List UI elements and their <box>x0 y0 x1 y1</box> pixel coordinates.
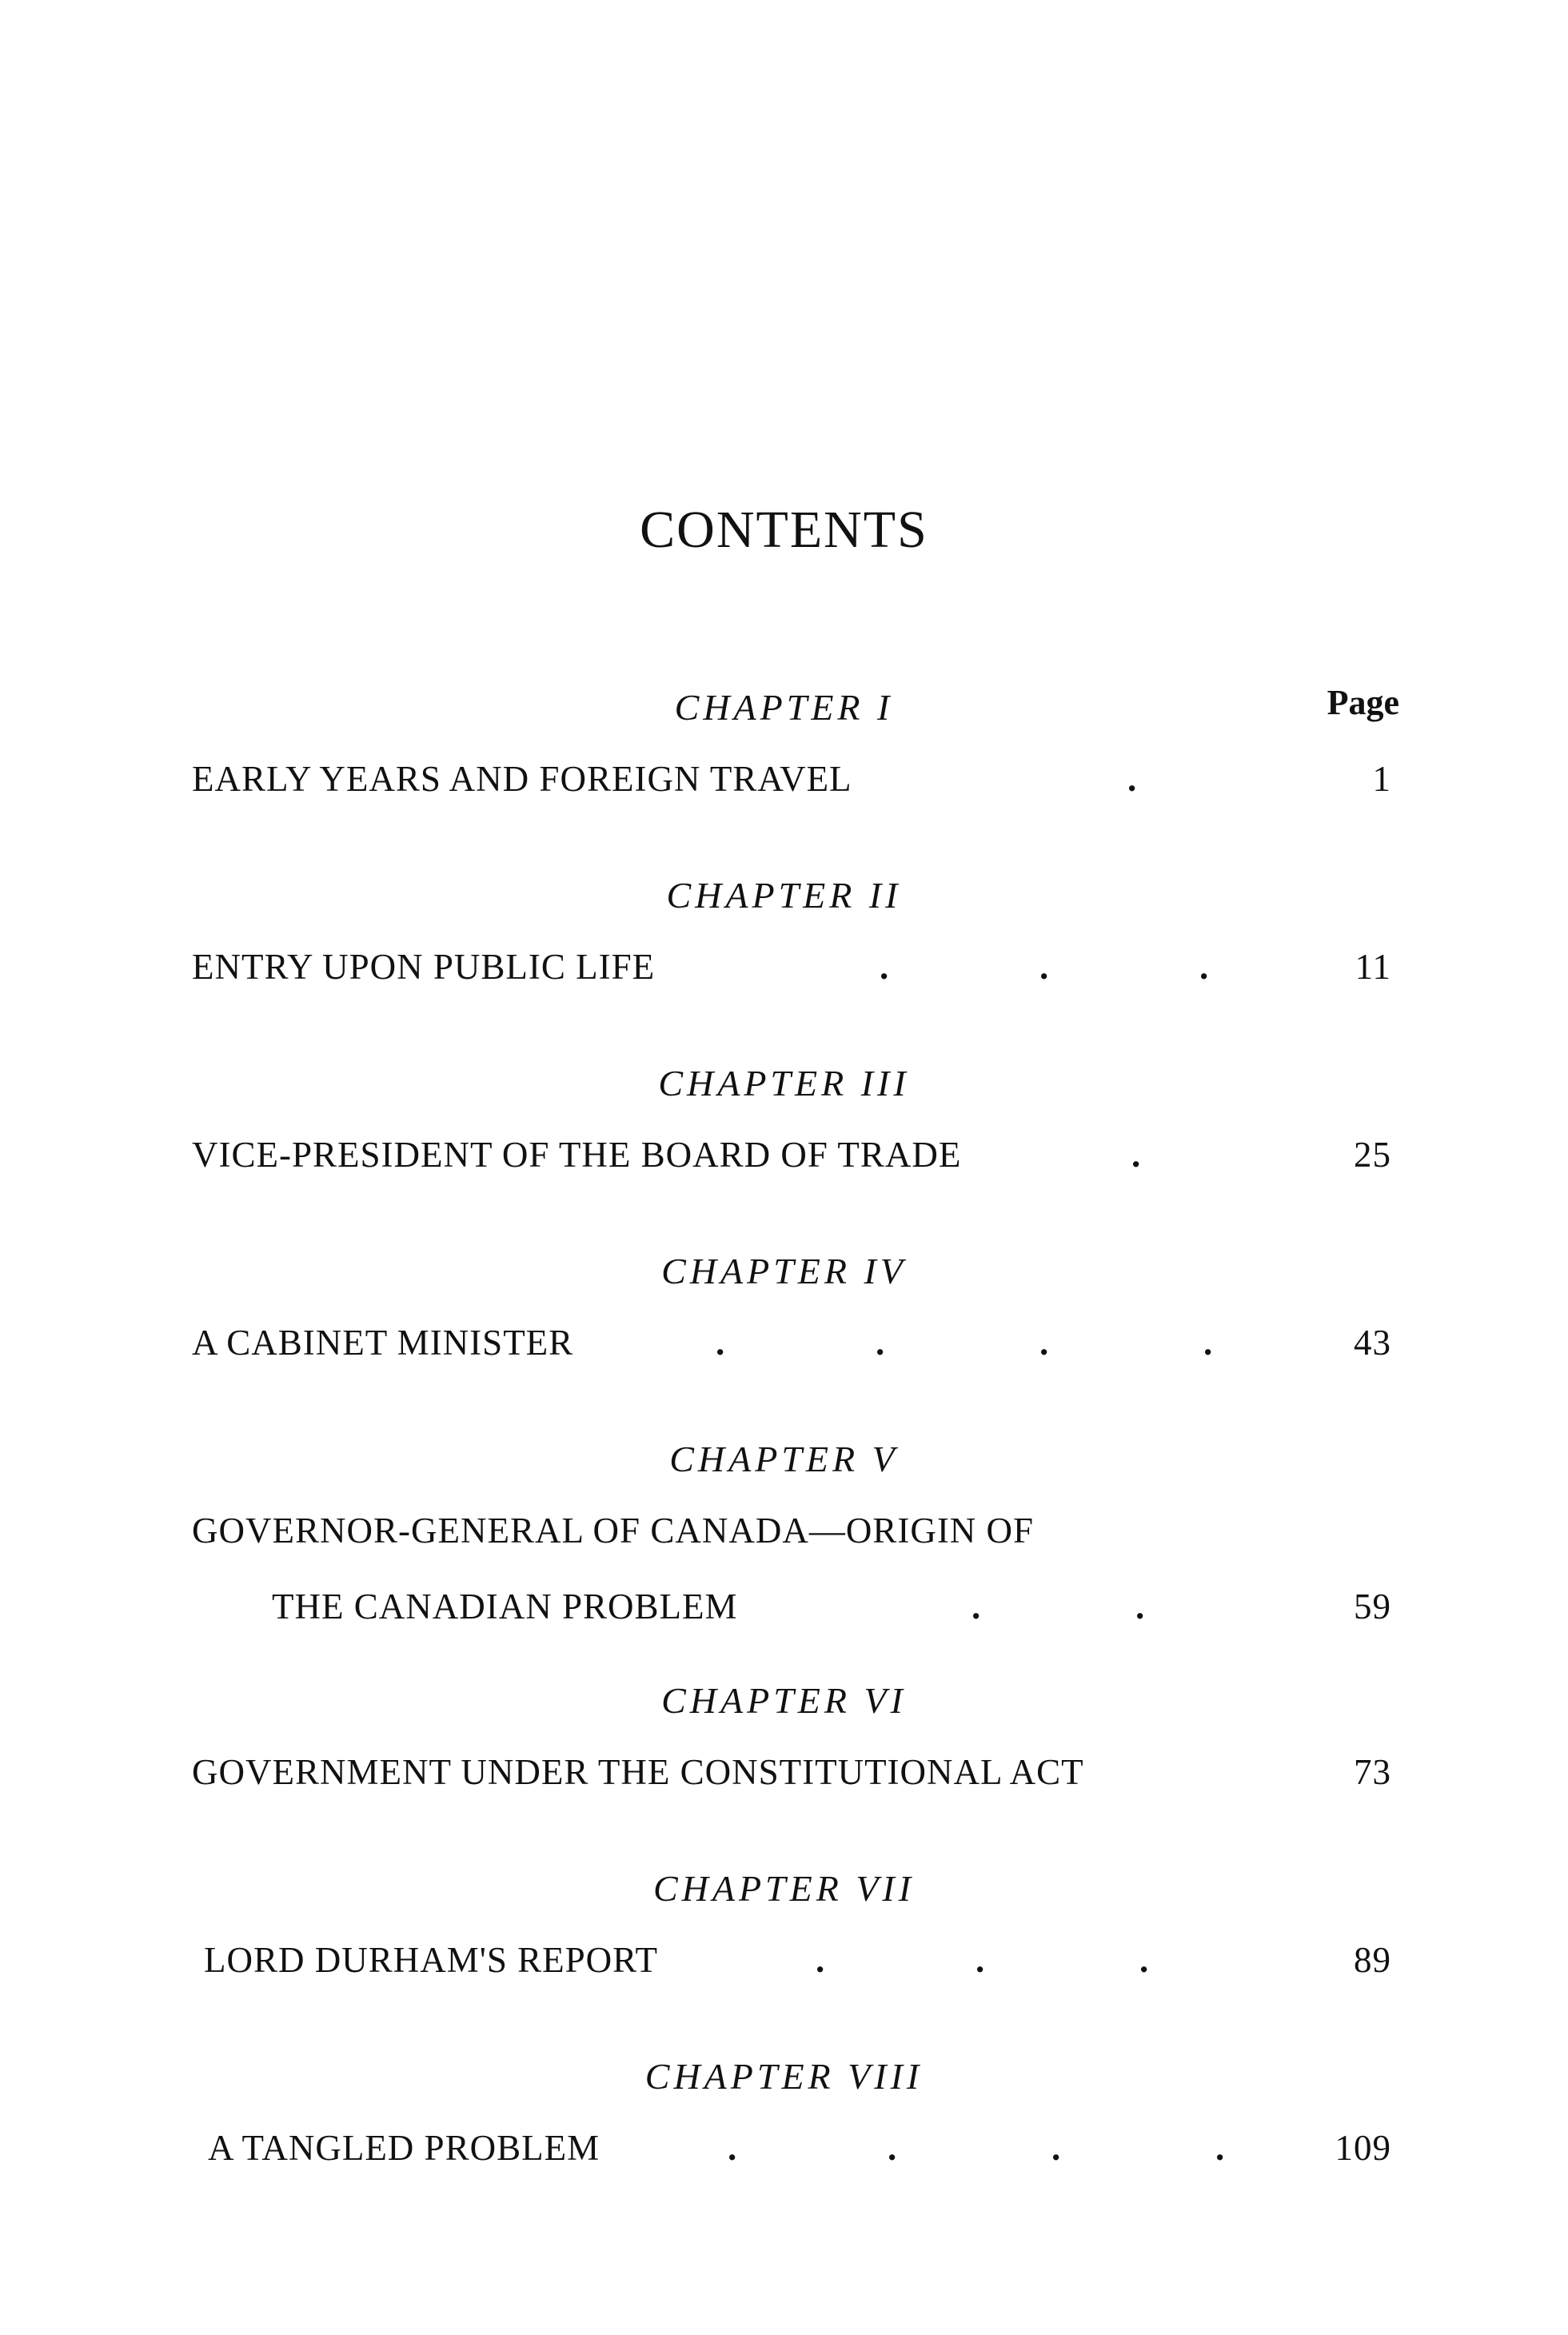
leader-dot: . <box>876 1323 886 1363</box>
chapter-title: GOVERNOR-GENERAL OF CANADA—ORIGIN OF <box>192 1511 1035 1551</box>
leader-dot: . <box>1139 1940 1150 1980</box>
page-column-label: Page <box>1327 683 1399 722</box>
page-number: 59 <box>1354 1587 1391 1627</box>
chapter-heading: CHAPTER VI <box>661 1680 907 1721</box>
chapter-title: EARLY YEARS AND FOREIGN TRAVEL <box>192 759 852 799</box>
chapter-title: A TANGLED PROBLEM <box>208 2128 600 2168</box>
chapter-title: ENTRY UPON PUBLIC LIFE <box>192 947 656 987</box>
chapter-heading: CHAPTER IV <box>661 1251 907 1291</box>
chapter-title: A CABINET MINISTER <box>192 1323 574 1363</box>
leader-dot: . <box>1039 947 1050 987</box>
leader-dot: . <box>1215 2128 1226 2168</box>
page-number: 25 <box>1354 1135 1391 1175</box>
leader-dot: . <box>972 1587 982 1627</box>
chapter-heading: CHAPTER III <box>658 1063 910 1104</box>
page-number: 73 <box>1354 1752 1391 1792</box>
page-number: 89 <box>1354 1940 1391 1980</box>
leader-dot: . <box>880 947 890 987</box>
chapter-heading: CHAPTER II <box>666 875 902 916</box>
leader-dot: . <box>1131 1135 1142 1175</box>
chapter-title: VICE-PRESIDENT OF THE BOARD OF TRADE <box>192 1135 962 1175</box>
leader-dot: . <box>976 1940 986 1980</box>
leader-dot: . <box>816 1940 826 1980</box>
chapter-title-continued: THE CANADIAN PROBLEM <box>272 1587 738 1627</box>
leader-dot: . <box>888 2128 898 2168</box>
chapter-heading: CHAPTER VII <box>652 1868 916 1909</box>
page-number: 109 <box>1335 2128 1391 2168</box>
chapter-heading: CHAPTER I <box>674 687 894 728</box>
chapter-title: LORD DURHAM'S REPORT <box>204 1940 658 1980</box>
chapter-heading: CHAPTER V <box>669 1439 899 1479</box>
page-title: CONTENTS <box>640 501 928 559</box>
leader-dot: . <box>1039 1323 1050 1363</box>
leader-dot: . <box>728 2128 738 2168</box>
page-number: 43 <box>1354 1323 1391 1363</box>
leader-dot: . <box>1203 1323 1214 1363</box>
leader-dot: . <box>1135 1587 1146 1627</box>
page-number: 11 <box>1355 947 1391 987</box>
chapter-title: GOVERNMENT UNDER THE CONSTITUTIONAL ACT <box>192 1752 1084 1792</box>
leader-dot: . <box>716 1323 726 1363</box>
page-number: 1 <box>1372 759 1391 799</box>
leader-dot: . <box>1051 2128 1062 2168</box>
chapter-heading: CHAPTER VIII <box>644 2056 924 2097</box>
leader-dot: . <box>1127 759 1138 799</box>
leader-dot: . <box>1199 947 1210 987</box>
